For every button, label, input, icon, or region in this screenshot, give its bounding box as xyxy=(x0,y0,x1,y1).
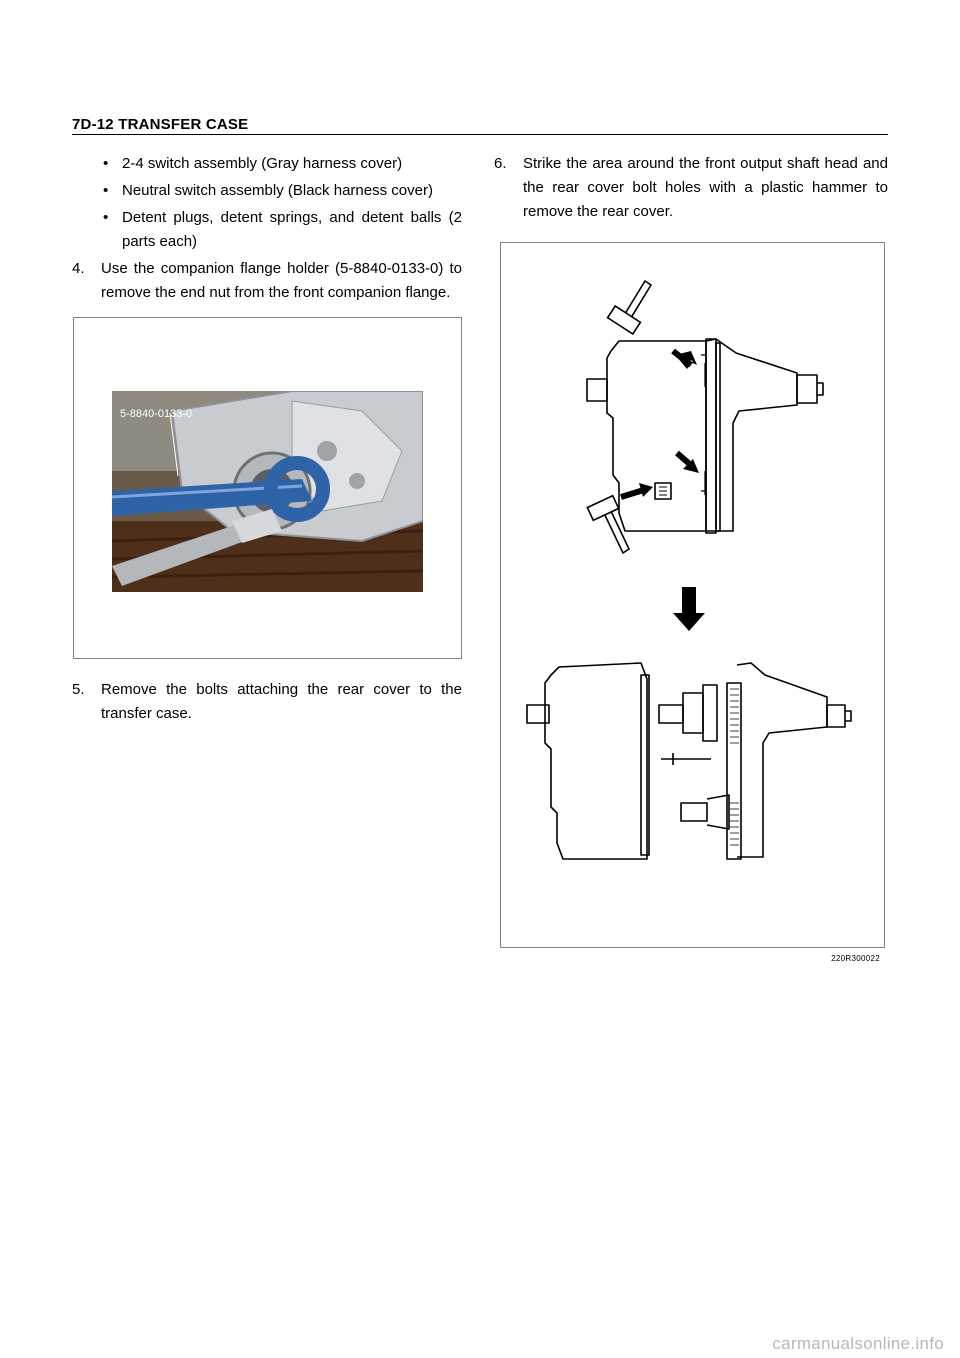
left-column xyxy=(72,152,462,305)
list-item xyxy=(72,206,462,254)
cover-flange-ribs xyxy=(730,689,739,845)
list-item xyxy=(72,152,462,176)
front-shaft-stub xyxy=(587,379,607,401)
down-arrow-icon xyxy=(673,587,705,631)
figure-companion-flange-photo xyxy=(73,317,462,659)
bullet-icon: • xyxy=(103,209,109,226)
photo-illustration xyxy=(112,391,423,592)
step-number: 4. xyxy=(72,260,85,277)
rear-cover-separated xyxy=(737,663,827,857)
strike-arrows xyxy=(621,351,699,497)
page-header: 7D-12 TRANSFER CASE xyxy=(72,116,249,133)
bullet-text: Detent plugs, detent springs, and detent balls (2 parts each) xyxy=(122,209,462,250)
hammer-top-icon xyxy=(608,281,651,334)
figure-code: 220R300022 xyxy=(831,954,880,963)
bullet-text: Neutral switch assembly (Black harness cover) xyxy=(122,182,433,199)
step-6 xyxy=(494,152,888,224)
left-column-lower xyxy=(72,678,462,726)
step-number: 6. xyxy=(494,155,507,172)
figure-rear-cover-removal xyxy=(500,242,885,963)
bullet-text: 2-4 switch assembly (Gray harness cover) xyxy=(122,155,403,172)
step-number: 5. xyxy=(72,681,85,698)
right-column xyxy=(494,152,888,224)
rear-output-shaft xyxy=(797,375,817,403)
bullet-icon: • xyxy=(103,155,109,172)
photo-label: 5-8840-0133-0 xyxy=(120,408,193,420)
step-text: Strike the area around the front output shaft head and the rear cover bolt holes with a plastic hammer to remove the rear cover. xyxy=(523,155,888,220)
watermark: carmanualsonline.info xyxy=(772,1334,944,1353)
step-text: Remove the bolts attaching the rear cover to the transfer case. xyxy=(101,681,462,722)
case-body-separated xyxy=(545,663,647,859)
photo-flange-holder xyxy=(112,391,423,592)
bullet-icon: • xyxy=(103,182,109,199)
step-text: Use the companion flange holder (5-8840-0133-0) to remove the end nut from the front companion flange. xyxy=(101,260,462,301)
list-item xyxy=(72,179,462,203)
case-body xyxy=(607,341,706,531)
step-4 xyxy=(72,257,462,305)
header-rule xyxy=(72,134,888,135)
rear-cover-diagram xyxy=(501,243,884,947)
step-5 xyxy=(72,678,462,726)
